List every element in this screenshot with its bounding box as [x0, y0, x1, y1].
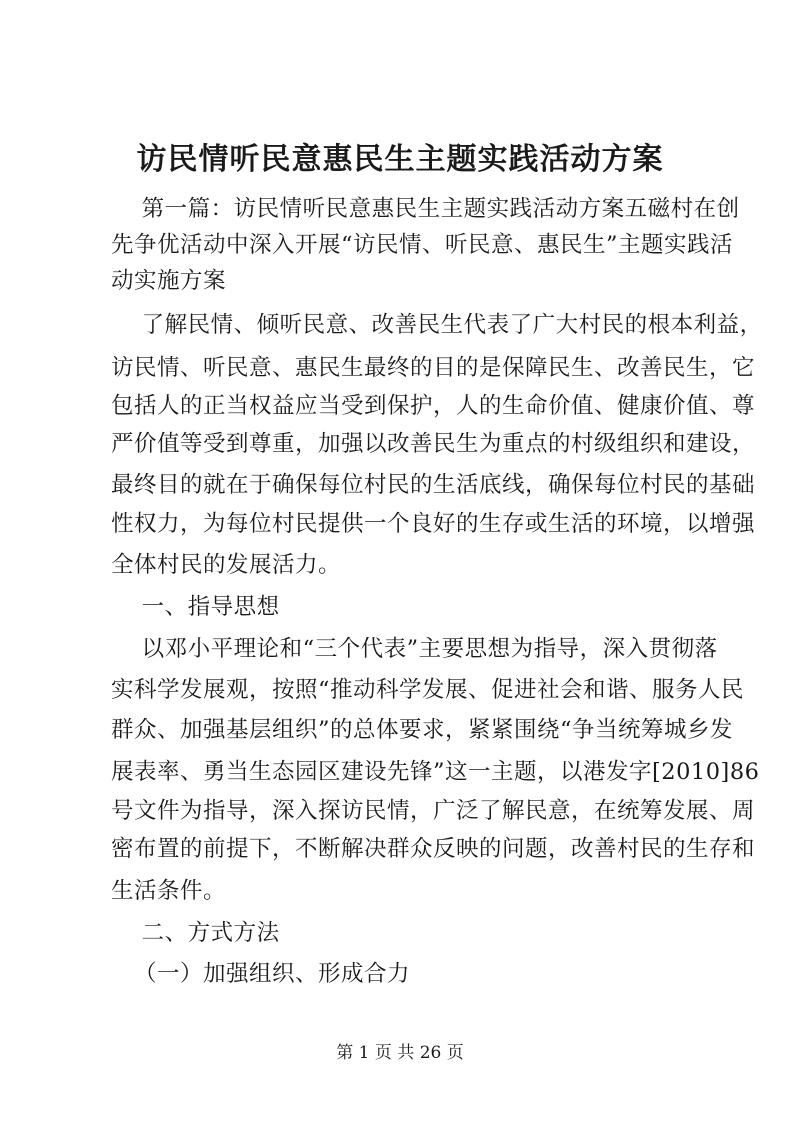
body-line: 动实施方案 [111, 268, 227, 294]
body-line: 实科学发展观，按照“推动科学发展、促进社会和谐、服务人民 [111, 677, 745, 703]
section-heading: 一、指导思想 [111, 594, 280, 620]
document-title: 访民情听民意惠民生主题实践活动方案 [136, 142, 664, 177]
body-line: 全体村民的发展活力。 [111, 552, 342, 578]
body-line: 生活条件。 [111, 878, 227, 904]
body-line: 严价值等受到尊重，加强以改善民生为重点的村级组织和建设， [111, 431, 756, 457]
body-line: 了解民情、倾听民意、改善民生代表了广大村民的根本利益， [111, 312, 763, 338]
body-line: 先争优活动中深入开展“访民情、听民意、惠民生”主题实践活 [111, 232, 734, 258]
body-line: 展表率、勇当生态园区建设先锋”这一主题，以港发字[2010]86 [111, 759, 760, 785]
body-line: 第一篇：访民情听民意惠民生主题实践活动方案五磁村在创 [111, 196, 740, 222]
body-line: 最终目的就在于确保每位村民的生活底线，确保每位村民的基础 [111, 472, 756, 498]
section-heading: 二、方式方法 [111, 920, 280, 946]
body-line: 访民情、听民意、惠民生最终的目的是保障民生、改善民生，它 [111, 355, 756, 381]
body-line: 性权力，为每位村民提供一个良好的生存或生活的环境，以增强 [111, 511, 756, 537]
body-line: 以邓小平理论和“三个代表”主要思想为指导，深入贯彻落 [111, 636, 718, 662]
page-footer: 第 1 页 共 26 页 [336, 1043, 464, 1063]
body-line: 密布置的前提下，不断解决群众反映的问题，改善村民的生存和 [111, 836, 756, 862]
body-line: 包括人的正当权益应当受到保护，人的生命价值、健康价值、尊 [111, 393, 756, 419]
subsection-heading: （一）加强组织、形成合力 [111, 961, 410, 987]
body-line: 群众、加强基层组织”的总体要求，紧紧围绕“争当统筹城乡发 [111, 717, 734, 743]
body-line: 号文件为指导，深入探访民情，广泛了解民意，在统筹发展、周 [111, 798, 756, 824]
